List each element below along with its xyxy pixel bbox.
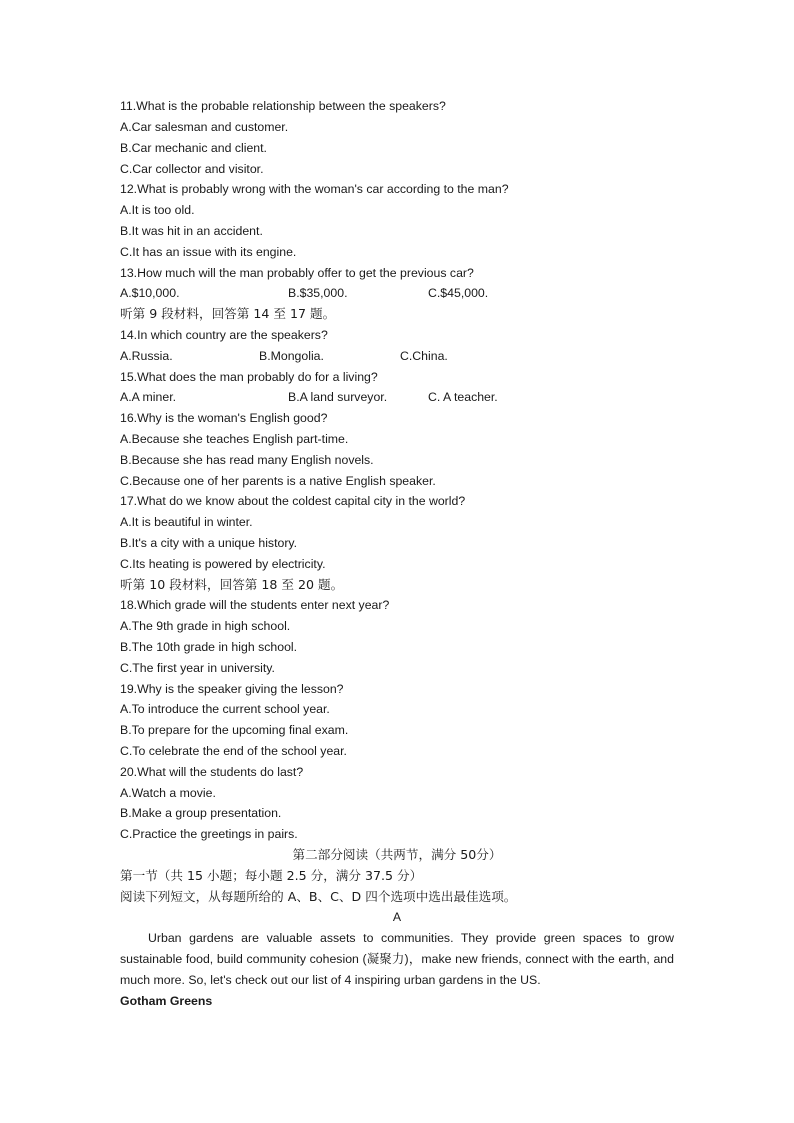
q13-option-c: C.$45,000. — [428, 286, 489, 300]
q20-option-b: B.Make a group presentation. — [120, 806, 282, 820]
question-13: 13.How much will the man probably offer to get the previous car? — [120, 266, 474, 280]
q15-options-row — [120, 387, 520, 407]
q19-option-b: B.To prepare for the upcoming final exam. — [120, 723, 349, 737]
question-19: 19.Why is the speaker giving the lesson? — [120, 682, 344, 696]
question-12: 12.What is probably wrong with the woman's car according to the man? — [120, 182, 509, 196]
q12-option-c: C.It has an issue with its engine. — [120, 245, 297, 259]
q16-option-c: C.Because one of her parents is a native English speaker. — [120, 474, 436, 488]
q20-option-a: A.Watch a movie. — [120, 786, 216, 800]
question-18: 18.Which grade will the students enter next year? — [120, 598, 390, 612]
q11-option-b: B.Car mechanic and client. — [120, 141, 267, 155]
q14-option-c: C.China. — [400, 349, 448, 363]
q16-option-b: B.Because she has read many English novels. — [120, 453, 374, 467]
q17-option-b: B.It's a city with a unique history. — [120, 536, 298, 550]
q20-option-c: C.Practice the greetings in pairs. — [120, 827, 298, 841]
q17-option-a: A.It is beautiful in winter. — [120, 515, 253, 529]
q12-option-a: A.It is too old. — [120, 203, 195, 217]
q13-option-a: A.$10,000. — [120, 286, 180, 300]
q15-option-a: A.A miner. — [120, 390, 177, 404]
q13-option-b: B.$35,000. — [288, 286, 348, 300]
q19-option-a: A.To introduce the current school year. — [120, 702, 330, 716]
passage-paragraph: Urban gardens are valuable assets to communities. They provide green spaces to grow sustainable food, build community cohesion (凝聚力)，make new friends, connect with the earth, and much more. So, let's check out our list of 4 inspiring urban gardens in the US. — [120, 931, 674, 987]
passage-label: A — [392, 910, 402, 924]
section1-title: 第一节（共 15 小题；每小题 2.5 分，满分 37.5 分） — [120, 868, 423, 883]
q18-option-b: B.The 10th grade in high school. — [120, 640, 298, 654]
q15-option-c: C. A teacher. — [428, 390, 498, 404]
q18-option-c: C.The first year in university. — [120, 661, 275, 675]
q13-options-row — [120, 283, 520, 303]
q14-option-b: B.Mongolia. — [259, 349, 324, 363]
reading-instruction: 阅读下列短文，从每题所给的 A、B、C、D 四个选项中选出最佳选项。 — [120, 889, 517, 904]
q11-option-a: A.Car salesman and customer. — [120, 120, 289, 134]
question-11: 11.What is the probable relationship between the speakers? — [120, 99, 446, 113]
q12-option-b: B.It was hit in an accident. — [120, 224, 263, 238]
q14-options-row — [120, 346, 520, 366]
instruction-section-10: 听第 10 段材料，回答第 18 至 20 题。 — [120, 577, 344, 592]
q14-option-a: A.Russia. — [120, 349, 173, 363]
question-15: 15.What does the man probably do for a living? — [120, 370, 378, 384]
passage-subheading: Gotham Greens — [120, 994, 213, 1008]
q19-option-c: C.To celebrate the end of the school year. — [120, 744, 347, 758]
q15-option-b: B.A land surveyor. — [288, 390, 388, 404]
question-20: 20.What will the students do last? — [120, 765, 304, 779]
q11-option-c: C.Car collector and visitor. — [120, 162, 264, 176]
q18-option-a: A.The 9th grade in high school. — [120, 619, 291, 633]
question-14: 14.In which country are the speakers? — [120, 328, 328, 342]
q16-option-a: A.Because she teaches English part-time. — [120, 432, 349, 446]
question-17: 17.What do we know about the coldest capital city in the world? — [120, 494, 466, 508]
part2-title: 第二部分阅读（共两节，满分 50分） — [292, 847, 502, 862]
question-16: 16.Why is the woman's English good? — [120, 411, 328, 425]
q17-option-c: C.Its heating is powered by electricity. — [120, 557, 326, 571]
instruction-section-9: 听第 9 段材料，回答第 14 至 17 题。 — [120, 306, 336, 321]
